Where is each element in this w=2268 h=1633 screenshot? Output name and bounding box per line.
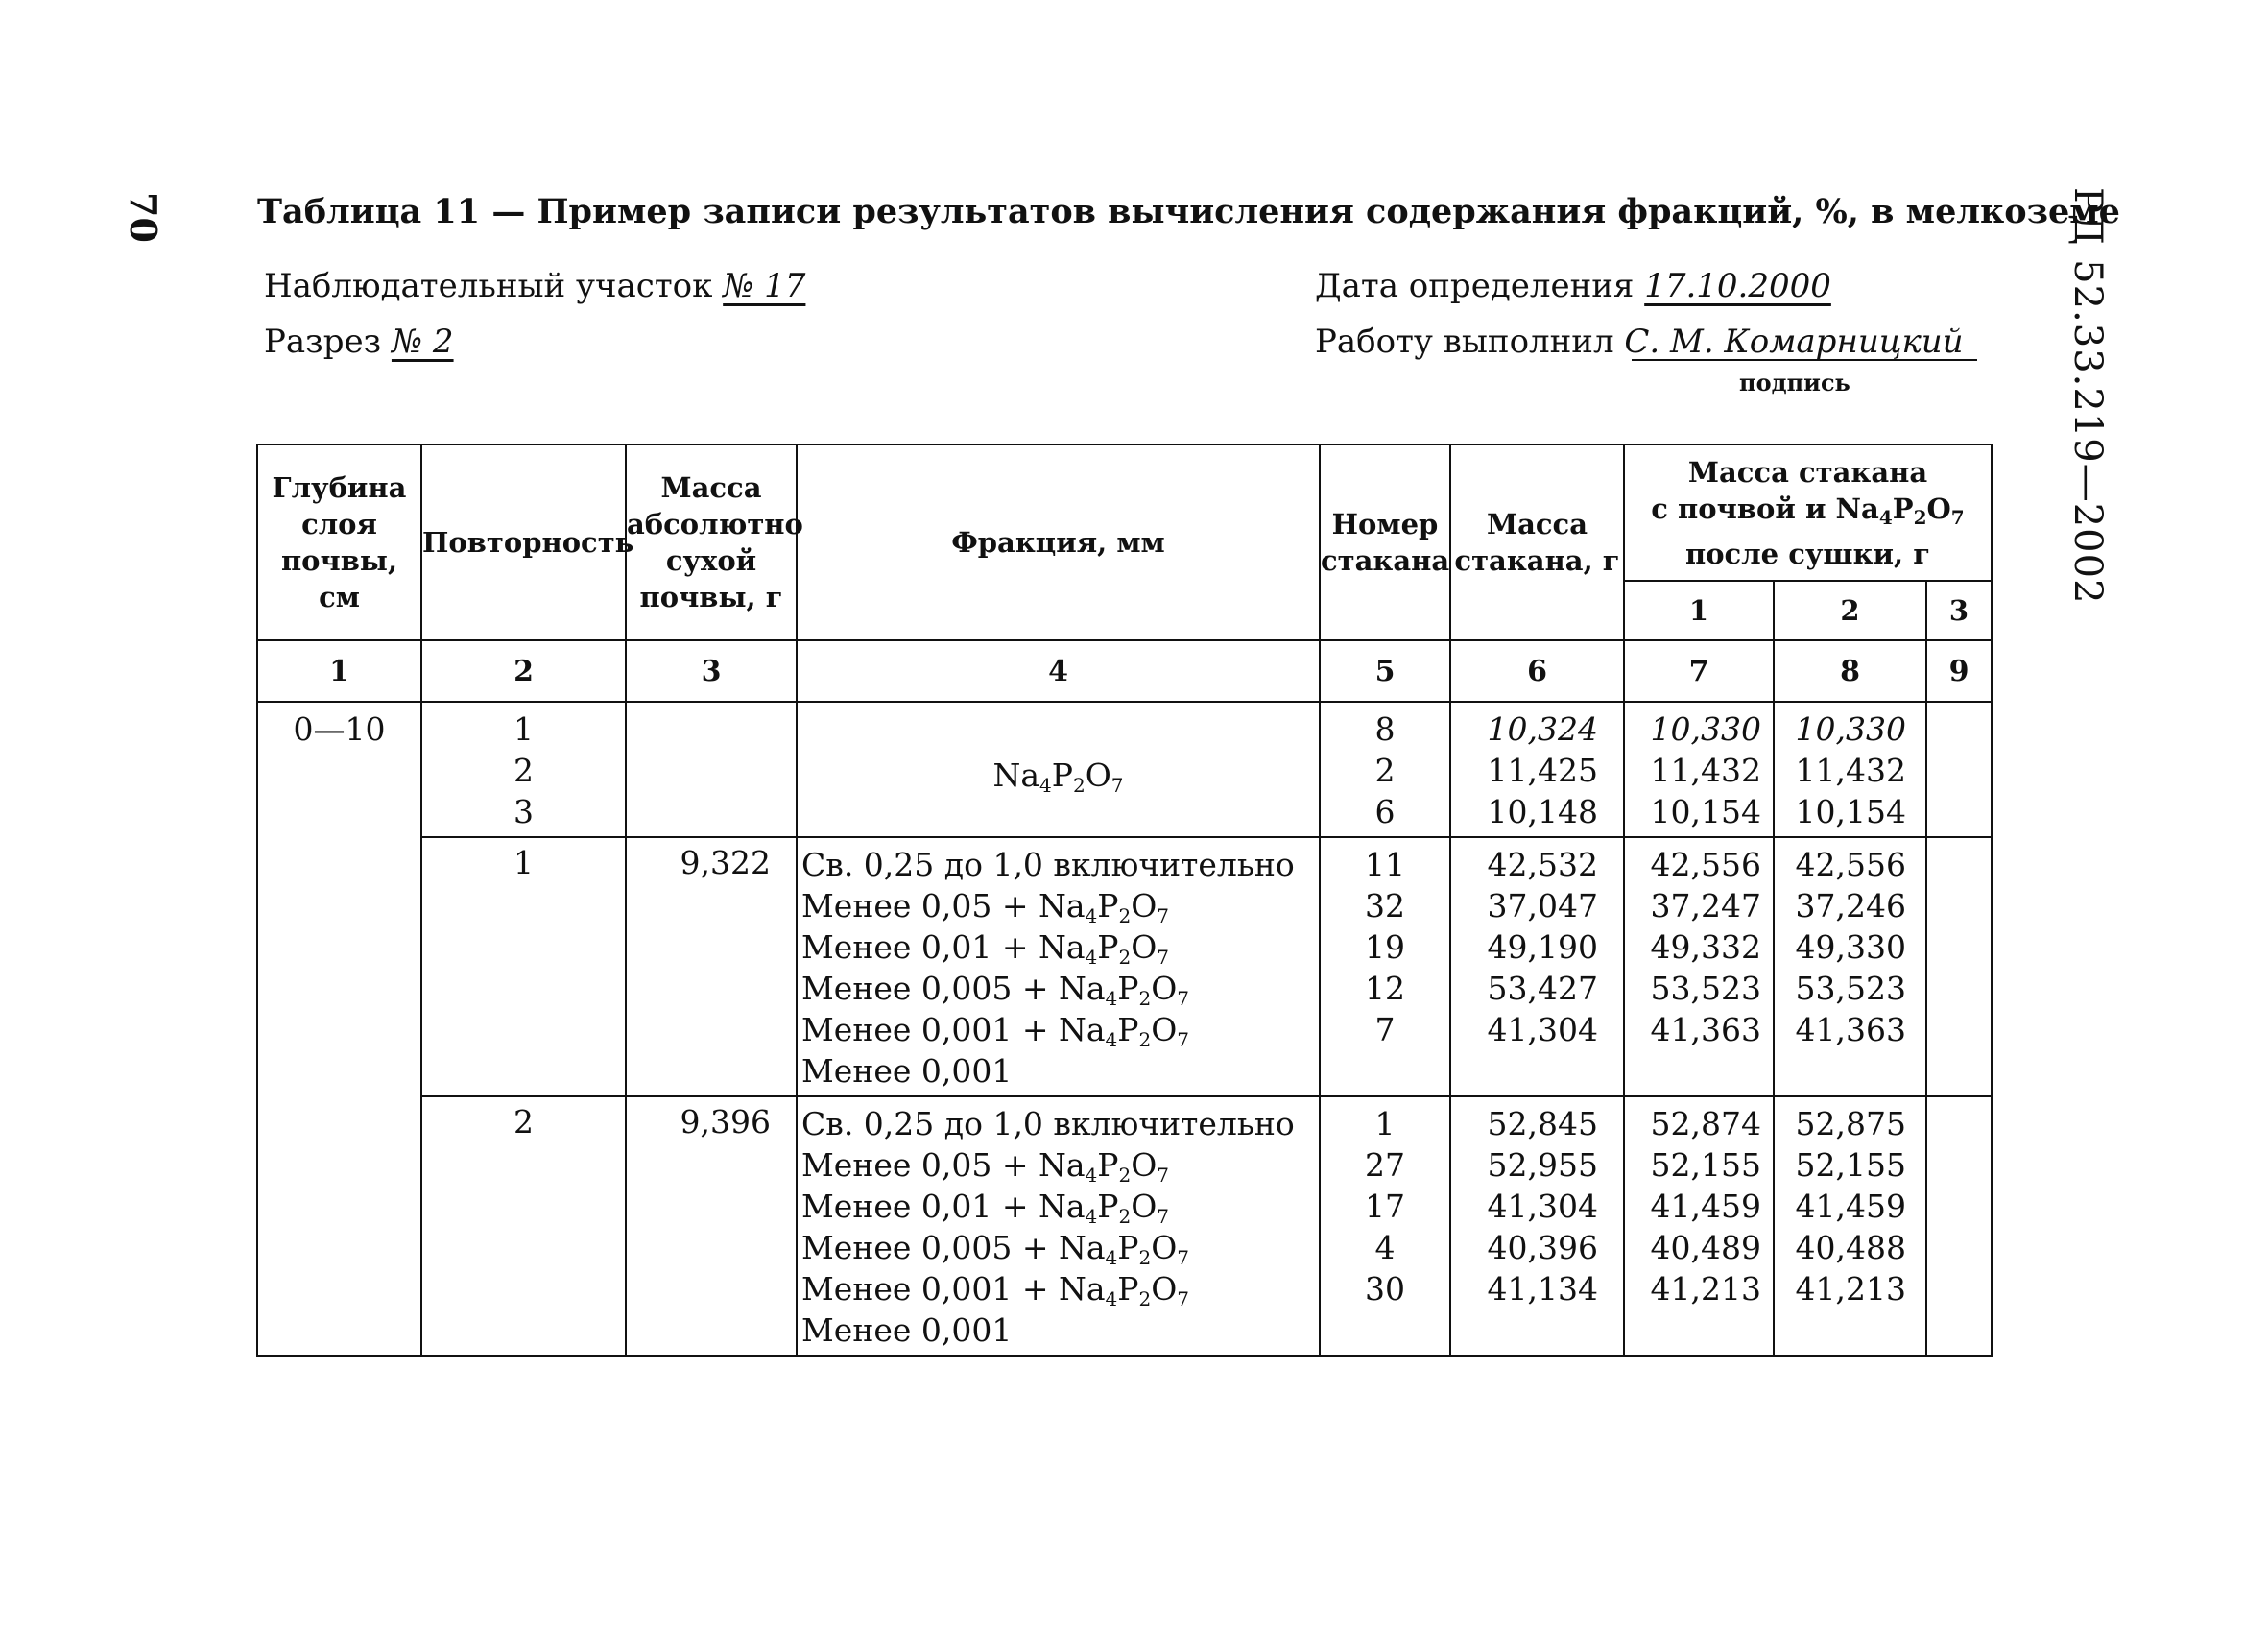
fraction-label: Менее 0,001 xyxy=(801,1052,1013,1090)
fraction-label: Св. 0,25 до 1,0 включительно xyxy=(801,846,1295,883)
column-number: 3 xyxy=(626,640,797,702)
column-number: 5 xyxy=(1320,640,1450,702)
weighing-1-cell: 10,330 11,432 10,154 xyxy=(1624,702,1774,837)
document-code: РД 52.33.219—2002 xyxy=(2065,187,2110,605)
results-table xyxy=(256,444,1993,1357)
weighing-2-cell: 42,556 37,246 49,330 53,523 41,363 xyxy=(1774,837,1926,1096)
fraction-label: Менее 0,001 xyxy=(801,1311,1013,1349)
fraction-cell xyxy=(797,837,1320,1096)
fraction-cell xyxy=(797,1096,1320,1356)
signature-caption: подпись xyxy=(1739,369,1850,396)
beaker-number-cell: 1 27 17 4 30 xyxy=(1320,1096,1450,1356)
fraction-label: Менее $0,005 + Na_4P_2O_7$ xyxy=(801,970,1189,1010)
table-row xyxy=(257,837,1992,1096)
date-line xyxy=(1315,267,1831,305)
repeat-cell: 1 2 3 xyxy=(421,702,626,837)
header-beaker-number: Номер стакана xyxy=(1320,444,1450,640)
repeat-cell: 2 xyxy=(421,1096,626,1356)
beaker-number-cell: 11 32 19 12 7 xyxy=(1320,837,1450,1096)
header-weighing-2: 2 xyxy=(1774,581,1926,640)
performer-line xyxy=(1315,323,1964,361)
section-value: № 2 xyxy=(391,323,454,361)
header-beaker-mass: Масса стакана, г xyxy=(1450,444,1624,640)
repeat-cell: 1 xyxy=(421,837,626,1096)
header-depth: Глубина слоя почвы, см xyxy=(257,444,421,640)
column-number: 2 xyxy=(421,640,626,702)
depth-value: 0—10 xyxy=(257,702,421,1356)
dry-mass-cell: 9,322 xyxy=(626,837,797,1096)
beaker-mass-cell: 10,324 11,425 10,148 xyxy=(1450,702,1624,837)
beaker-number-cell: 8 2 6 xyxy=(1320,702,1450,837)
header-mass-after-drying: Масса стакана с почвой и $Na_4P_2O_7$ после сушки, г xyxy=(1624,444,1992,581)
table-title: Таблица 11 — Пример записи результатов вычисления содержания фракций, %, в мелкоземе xyxy=(257,192,2120,231)
column-number-row xyxy=(257,640,1992,702)
weighing-3-cell xyxy=(1926,1096,1992,1356)
table-row xyxy=(257,1096,1992,1356)
section-line xyxy=(264,323,454,361)
fraction-cell: $Na_4P_2O_7$ xyxy=(797,702,1320,837)
weighing-3-cell xyxy=(1926,837,1992,1096)
fraction-label: Менее $0,05 + Na_4P_2O_7$ xyxy=(801,1146,1170,1187)
column-number: 8 xyxy=(1774,640,1926,702)
section-label: Разрез xyxy=(264,323,382,361)
fraction-label: Менее $0,01 + Na_4P_2O_7$ xyxy=(801,928,1170,969)
weighing-1-cell: 42,556 37,247 49,332 53,523 41,363 xyxy=(1624,837,1774,1096)
header-dry-mass: Масса абсолютно сухой почвы, г xyxy=(626,444,797,640)
weighing-3-cell xyxy=(1926,702,1992,837)
column-number: 7 xyxy=(1624,640,1774,702)
fraction-label: Св. 0,25 до 1,0 включительно xyxy=(801,1105,1295,1142)
weighing-2-cell: 52,875 52,155 41,459 40,488 41,213 xyxy=(1774,1096,1926,1356)
fraction-label: Менее $0,01 + Na_4P_2O_7$ xyxy=(801,1188,1170,1228)
fraction-label: Менее $0,05 + Na_4P_2O_7$ xyxy=(801,887,1170,927)
signature-line xyxy=(1632,359,1977,361)
table-row xyxy=(257,702,1992,837)
performer-label: Работу выполнил xyxy=(1315,323,1614,361)
weighing-1-cell: 52,874 52,155 41,459 40,489 41,213 xyxy=(1624,1096,1774,1356)
column-number: 6 xyxy=(1450,640,1624,702)
dry-mass-cell: 9,396 xyxy=(626,1096,797,1356)
fraction-label: Менее $0,001 + Na_4P_2O_7$ xyxy=(801,1011,1189,1051)
weighing-2-cell: 10,330 11,432 10,154 xyxy=(1774,702,1926,837)
date-label: Дата определения xyxy=(1315,267,1635,305)
fraction-label: Менее $0,001 + Na_4P_2O_7$ xyxy=(801,1270,1189,1310)
header-repeat: Повторность xyxy=(421,444,626,640)
performer-value: С. М. Комарницкий xyxy=(1624,323,1964,361)
site-label: Наблюдательный участок xyxy=(264,267,713,305)
column-number: 1 xyxy=(257,640,421,702)
beaker-mass-cell: 42,532 37,047 49,190 53,427 41,304 xyxy=(1450,837,1624,1096)
site-line xyxy=(264,267,805,305)
header-fraction: Фракция, мм xyxy=(797,444,1320,640)
column-number: 9 xyxy=(1926,640,1992,702)
fraction-label: Менее $0,005 + Na_4P_2O_7$ xyxy=(801,1229,1189,1269)
column-number: 4 xyxy=(797,640,1320,702)
site-value: № 17 xyxy=(723,267,806,305)
header-weighing-1: 1 xyxy=(1624,581,1774,640)
page-number: 70 xyxy=(122,192,165,243)
dry-mass-cell xyxy=(626,702,797,837)
header-weighing-3: 3 xyxy=(1926,581,1992,640)
beaker-mass-cell: 52,845 52,955 41,304 40,396 41,134 xyxy=(1450,1096,1624,1356)
date-value: 17.10.2000 xyxy=(1644,267,1831,305)
